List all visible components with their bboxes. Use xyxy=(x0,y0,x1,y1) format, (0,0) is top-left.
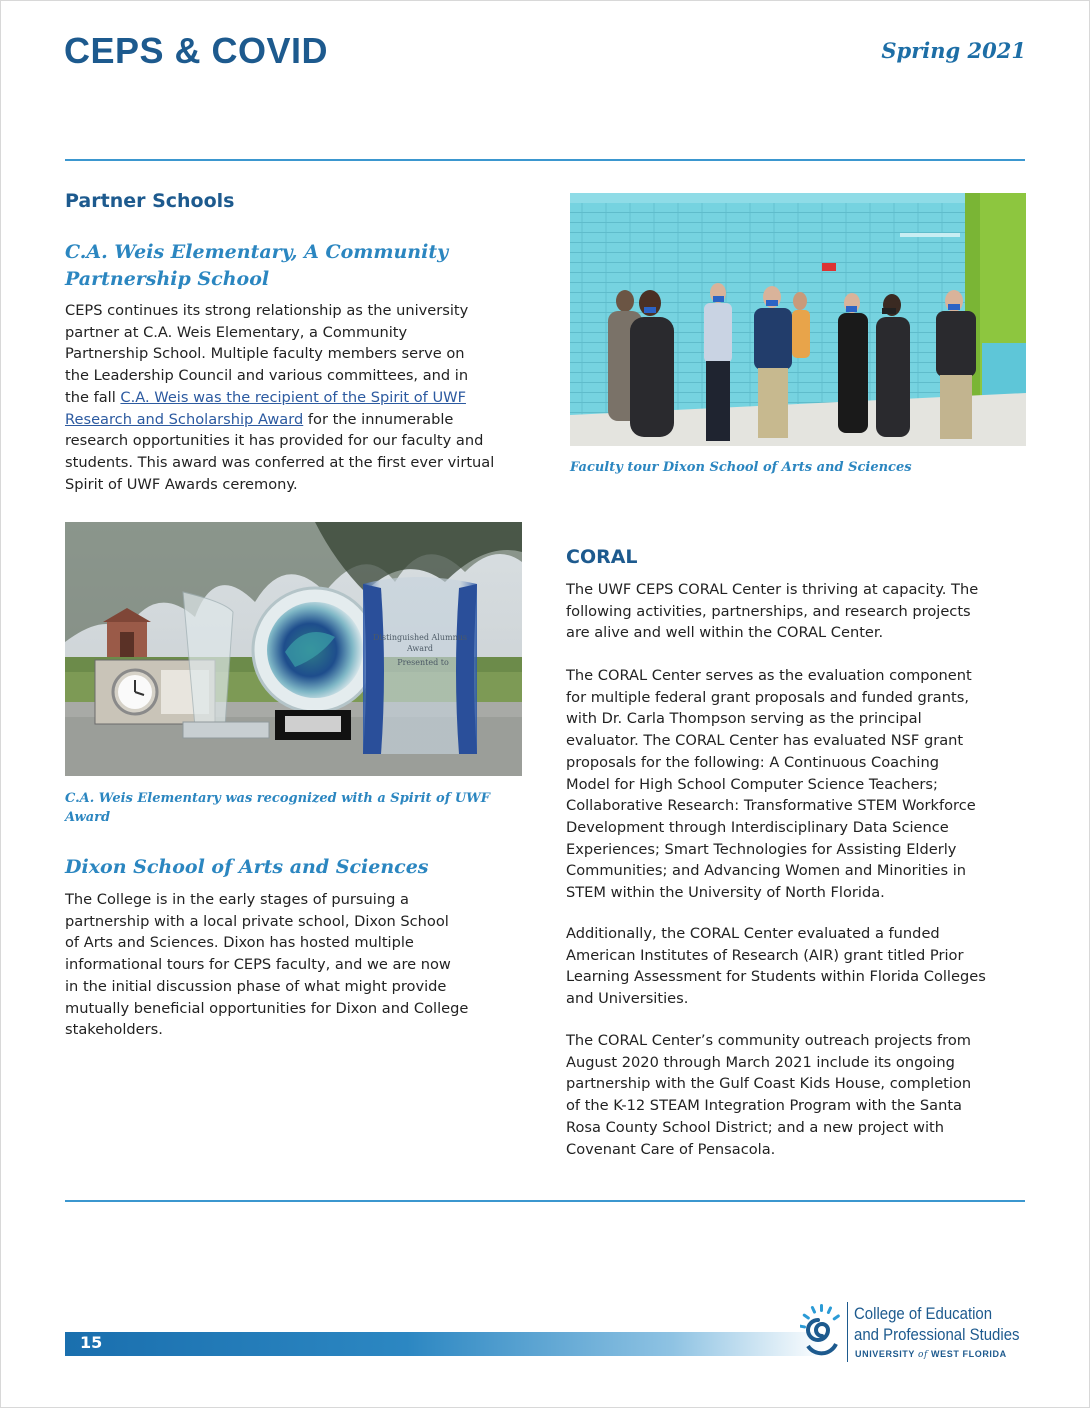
coral-line: American Institutes of Research (AIR) grant titled Prior xyxy=(566,946,964,964)
link-prefix: the fall xyxy=(65,388,121,406)
coral-heading: CORAL xyxy=(566,546,638,568)
awards-photo-illustration xyxy=(65,522,522,776)
coral-line: evaluator. The CORAL Center has evaluated NSF grant xyxy=(566,732,964,750)
dixon-line: of Arts and Sciences. Dixon has hosted multiple xyxy=(65,934,414,952)
awards-photo-caption xyxy=(65,789,525,827)
plaque-text: Presented to xyxy=(397,658,449,667)
dixon-line: informational tours for CEPS faculty, and we are now xyxy=(65,956,451,974)
weis-line-link2 xyxy=(65,409,545,431)
coral-paragraph-3 xyxy=(566,923,1036,1010)
coral-line: and Universities. xyxy=(566,990,689,1008)
coral-line: partnership with the Gulf Coast Kids House, completion xyxy=(566,1075,972,1093)
page-number: 15 xyxy=(80,1333,103,1352)
dixon-paragraph xyxy=(65,889,525,1041)
plaque-text: Award xyxy=(407,644,433,653)
coral-line: Covenant Care of Pensacola. xyxy=(566,1140,776,1158)
dixon-heading: Dixon School of Arts and Sciences xyxy=(65,856,429,878)
spirit-award-link-part1[interactable]: C.A. Weis was the recipient of the Spirit of UWF xyxy=(120,388,466,406)
weis-heading-line1: C.A. Weis Elementary, A Community xyxy=(65,241,449,263)
coral-line: Experiences; Smart Technologies for Assisting Elderly xyxy=(566,840,957,858)
weis-heading xyxy=(65,239,448,293)
dixon-line: The College is in the early stages of pursuing a xyxy=(65,891,409,908)
weis-paragraph xyxy=(65,300,545,495)
coral-line: Rosa County School District; and a new project with xyxy=(566,1118,945,1136)
coral-paragraph-4 xyxy=(566,1030,1036,1160)
caption-line: C.A. Weis Elementary was recognized with a Spirit of UWF xyxy=(65,791,490,806)
logo-divider xyxy=(847,1302,848,1362)
spirit-award-link-part2[interactable]: Research and Scholarship Award xyxy=(65,410,304,428)
link-suffix: for the innumerable xyxy=(303,410,454,428)
uwf-ceps-logo xyxy=(800,1300,1030,1366)
coral-line: Additionally, the CORAL Center evaluated a funded xyxy=(566,925,940,942)
nautilus-logo-icon xyxy=(800,1302,844,1362)
weis-heading-line2: Partnership School xyxy=(65,268,270,290)
page-title: CEPS & COVID xyxy=(64,30,329,71)
logo-university-of: of xyxy=(917,1350,928,1360)
header-rule xyxy=(65,159,1025,161)
coral-line: proposals for the following: A Continuous Coaching xyxy=(566,753,939,771)
coral-line: Collaborative Research: Transformative STEM Workforce xyxy=(566,797,976,815)
coral-line: with Dr. Carla Thompson serving as the principal xyxy=(566,710,922,728)
dixon-line: mutually beneficial opportunities for Dixon and College xyxy=(65,999,469,1017)
faculty-tour-caption: Faculty tour Dixon School of Arts and Sciences xyxy=(570,460,912,475)
dixon-line: partnership with a local private school, Dixon School xyxy=(65,912,449,930)
awards-photo xyxy=(65,522,522,776)
faculty-tour-illustration xyxy=(570,193,1026,446)
weis-line: partner at C.A. Weis Elementary, a Community xyxy=(65,323,408,341)
dixon-line: in the initial discussion phase of what might provide xyxy=(65,977,447,995)
logo-college-line2: and Professional Studies xyxy=(854,1325,1020,1344)
coral-line: The CORAL Center’s community outreach projects from xyxy=(566,1032,971,1049)
issue-season: Spring 2021 xyxy=(881,38,1026,63)
coral-line: The UWF CEPS CORAL Center is thriving at capacity. The xyxy=(566,581,979,598)
coral-line: Model for High School Computer Science Teachers; xyxy=(566,775,938,793)
caption-line: Award xyxy=(65,810,111,825)
weis-line-link xyxy=(65,387,545,409)
coral-paragraph-2 xyxy=(566,665,1036,904)
coral-line: Development through Interdisciplinary Data Science xyxy=(566,818,949,836)
weis-line: CEPS continues its strong relationship as the university xyxy=(65,302,469,319)
dixon-line: stakeholders. xyxy=(65,1021,163,1039)
coral-line: Learning Assessment for Students within Florida Colleges xyxy=(566,968,986,986)
coral-line: The CORAL Center serves as the evaluation component xyxy=(566,667,972,684)
plaque-text: Distinguished Alumnus xyxy=(373,633,467,642)
partner-schools-heading: Partner Schools xyxy=(65,190,235,212)
faculty-tour-photo xyxy=(570,193,1026,446)
weis-line: Partnership School. Multiple faculty members serve on xyxy=(65,345,465,363)
coral-line: STEM within the University of North Florida. xyxy=(566,884,885,902)
logo-college-line1: College of Education xyxy=(854,1304,993,1323)
weis-line: students. This award was conferred at the first ever virtual xyxy=(65,453,495,471)
coral-line: of the K-12 STEAM Integration Program with the Santa xyxy=(566,1097,962,1115)
coral-line: for multiple federal grant proposals and funded grants, xyxy=(566,688,969,706)
coral-line: following activities, partnerships, and research projects xyxy=(566,602,971,620)
weis-line: the Leadership Council and various committees, and in xyxy=(65,367,469,385)
footer-rule xyxy=(65,1200,1025,1202)
coral-line: Communities; and Advancing Women and Minorities in xyxy=(566,862,967,880)
logo-university-b: WEST FLORIDA xyxy=(931,1349,1007,1359)
logo-university-line xyxy=(855,1349,1007,1360)
weis-line: Spirit of UWF Awards ceremony. xyxy=(65,475,298,493)
logo-university-a: UNIVERSITY xyxy=(855,1349,915,1359)
coral-line: August 2020 through March 2021 include its ongoing xyxy=(566,1053,955,1071)
weis-line: research opportunities it has provided for our faculty and xyxy=(65,432,484,450)
coral-paragraph-1 xyxy=(566,579,1036,644)
coral-line: are alive and well within the CORAL Center. xyxy=(566,624,884,642)
footer-bar xyxy=(65,1332,825,1356)
